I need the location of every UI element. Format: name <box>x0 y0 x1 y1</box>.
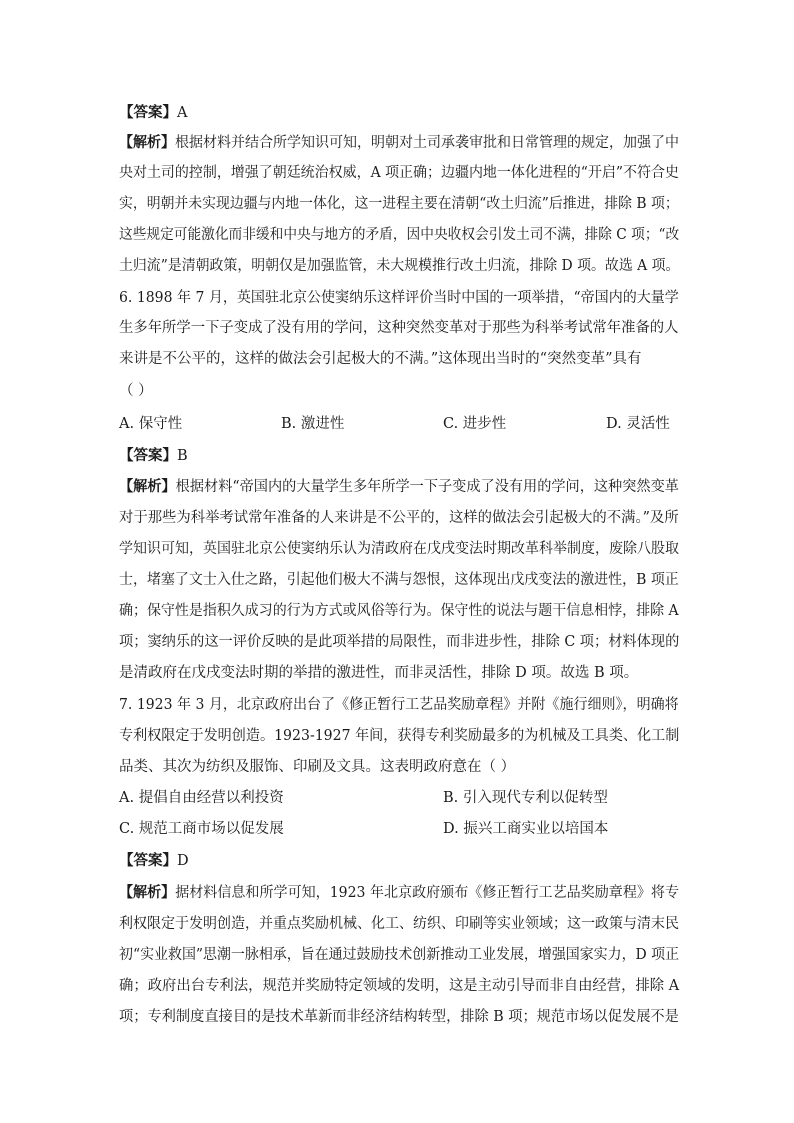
q7-option-b: B. 引入现代专利以促转型 <box>443 790 608 806</box>
analysis-text: 根据材料“帝国内的大量学生多年所学一下子变成了没有用的学问，这种突然变革 <box>175 479 679 495</box>
q5-analysis-line-2: 央对土司的控制，增强了朝廷统治权威，A 项正确；边疆内地一体化进程的“开启”不符合史 <box>119 165 679 181</box>
q7-option-d: D. 振兴工商实业以培国本 <box>443 821 609 837</box>
q6-option-b: B. 激进性 <box>281 416 345 432</box>
q7-analysis-line-4: 确；政府出台专利法，规范并奖励特定领域的发明，这是主动引导而非自由经营，排除 A <box>119 978 680 994</box>
q6-analysis-line-1 <box>119 477 679 497</box>
q7-option-a: A. 提倡自由经营以利投资 <box>119 790 284 806</box>
answer-value: A <box>177 105 188 121</box>
analysis-tag: 【解析】 <box>119 884 176 901</box>
q6-answer-line <box>119 446 679 466</box>
analysis-text: 据材料信息和所学可知，1923 年北京政府颁布《修正暂行工艺品奖励章程》将专 <box>175 885 680 901</box>
q6-stem-line-2: 生多年所学一下子变成了没有用的学问，这种突然变革对于那些为科举考试常年准备的人 <box>119 320 679 336</box>
q6-stem-line-1: 6. 1898 年 7 月，英国驻北京公使窦纳乐这样评价当时中国的一项举措，“帝国内的大量学 <box>119 290 679 306</box>
q5-analysis-line-5: 土归流”是清朝政策，明朝仅是加强监管，未大规模推行改土归流，排除 D 项。故选 A 项。 <box>119 258 680 274</box>
q6-analysis-line-7: 是清政府在戊戌变法时期的举措的激进性，而非灵活性，排除 D 项。故选 B 项。 <box>119 665 639 681</box>
q5-answer-line <box>119 103 679 123</box>
analysis-text: 根据材料并结合所学知识可知，明朝对土司承袭审批和日常管理的规定，加强了中 <box>175 135 679 151</box>
q7-stem-line-1: 7. 1923 年 3 月，北京政府出台了《修正暂行工艺品奖励章程》并附《施行细则》，明确将 <box>119 697 679 713</box>
q6-option-c: C. 进步性 <box>443 416 507 432</box>
answer-tag: 【答案】 <box>119 104 177 121</box>
q5-analysis-line-4: 这些规定可能激化而非缓和中央与地方的矛盾，因中央收权会引发土司不满，排除 C 项；“改 <box>119 227 680 243</box>
q6-analysis-line-5: 确；保守性是指积久成习的行为方式或风俗等行为。保守性的说法与题干信息相悖，排除 A <box>119 603 679 619</box>
answer-value: D <box>177 853 189 869</box>
analysis-tag: 【解析】 <box>119 134 175 151</box>
answer-tag: 【答案】 <box>119 852 177 869</box>
q7-stem-line-3: 品类、其次为纺织及服饰、印刷及文具。这表明政府意在（ ） <box>119 759 516 775</box>
q7-stem-line-2: 专利权限定于发明创造。1923-1927 年间，获得专利奖励最多的为机械及工具类、化工制 <box>119 728 680 744</box>
q7-option-c: C. 规范工商市场以促发展 <box>119 821 284 837</box>
q5-analysis-line-1 <box>119 133 679 153</box>
q6-option-a: A. 保守性 <box>119 416 183 432</box>
q6-analysis-line-2: 对于那些为科举考试常年准备的人来讲是不公平的，这样的做法会引起极大的不满。”及所 <box>119 510 679 526</box>
q7-analysis-line-1 <box>119 883 680 903</box>
q7-analysis-line-5: 项；专利制度直接目的是技术革新而非经济结构转型，排除 B 项；规范市场以促发展不是 <box>119 1009 679 1025</box>
q7-analysis-line-2: 利权限定于发明创造，并重点奖励机械、化工、纺织、印刷等实业领域；这一政策与清末民 <box>119 916 679 932</box>
q6-analysis-line-4: 士，堵塞了文士入仕之路，引起他们极大不满与怨恨，这体现出戊戌变法的激进性，B 项正 <box>119 572 679 588</box>
answer-value: B <box>177 448 188 464</box>
q7-answer-line <box>119 851 679 871</box>
q7-analysis-line-3: 初“实业救国”思潮一脉相承，旨在通过鼓励技术创新推动工业发展，增强国家实力，D 项正 <box>119 947 680 963</box>
q6-stem-line-3: 来讲是不公平的，这样的做法会引起极大的不满。”这体现出当时的“突然变革”具有 <box>119 351 642 367</box>
q6-option-d: D. 灵活性 <box>606 416 670 432</box>
analysis-tag: 【解析】 <box>119 478 176 495</box>
q6-analysis-line-3: 学知识可知，英国驻北京公使窦纳乐认为清政府在戊戌变法时期改革科举制度，废除八股取 <box>119 541 679 557</box>
q6-stem-line-4: （ ） <box>119 383 153 399</box>
answer-tag: 【答案】 <box>119 447 177 464</box>
q6-analysis-line-6: 项；窦纳乐的这一评价反映的是此项举措的局限性，而非进步性，排除 C 项；材料体现的 <box>119 634 680 650</box>
q5-analysis-line-3: 实，明朝并未实现边疆与内地一体化，这一进程主要在清朝“改土归流”后推进，排除 B 项； <box>119 196 679 212</box>
